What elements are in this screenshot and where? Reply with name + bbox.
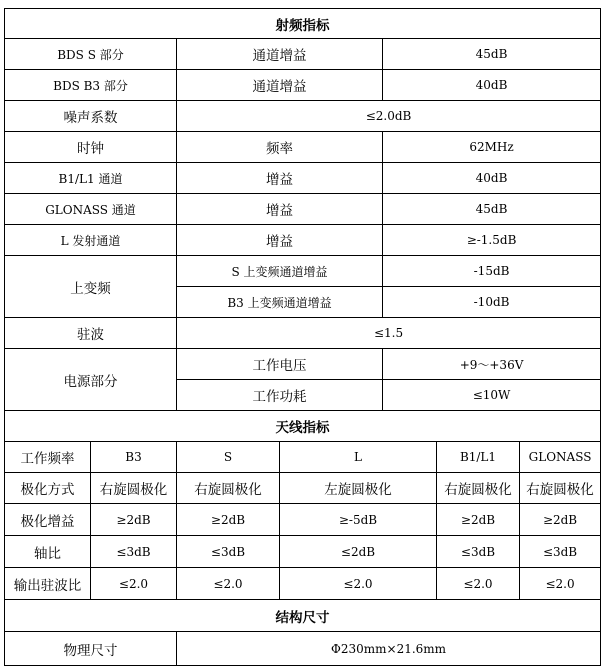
param-value: 40dB	[383, 163, 601, 194]
cell-b3: B3	[91, 442, 177, 473]
cell-b3: ≥2dB	[91, 504, 177, 536]
row-label: 工作频率	[5, 442, 91, 473]
param-value: -15dB	[383, 256, 601, 287]
param-name: 工作电压	[177, 349, 383, 380]
structure-section-title: 结构尺寸	[5, 600, 601, 632]
cell-s: ≤2.0	[177, 568, 280, 600]
cell-glonass: ≤2.0	[520, 568, 601, 600]
table-row	[5, 194, 601, 225]
param-value: +9～+36V	[383, 349, 601, 380]
table-row	[5, 318, 601, 349]
param-value: 62MHz	[383, 132, 601, 163]
row-label: 噪声系数	[5, 101, 177, 132]
table-row	[5, 256, 601, 287]
row-label: BDS B3 部分	[5, 70, 177, 101]
cell-l: ≥-5dB	[280, 504, 437, 536]
param-value: ≤2.0dB	[177, 101, 601, 132]
cell-b3: ≤2.0	[91, 568, 177, 600]
row-label: 极化方式	[5, 473, 91, 504]
param-name: 工作功耗	[177, 380, 383, 411]
cell-b3: 右旋圆极化	[91, 473, 177, 504]
spec-table	[4, 8, 601, 666]
param-value: ≤10W	[383, 380, 601, 411]
param-name: 增益	[177, 225, 383, 256]
cell-glonass: 右旋圆极化	[520, 473, 601, 504]
cell-l: L	[280, 442, 437, 473]
table-row	[5, 536, 601, 568]
param-name: 增益	[177, 194, 383, 225]
param-value: ≥-1.5dB	[383, 225, 601, 256]
param-value: -10dB	[383, 287, 601, 318]
table-row	[5, 568, 601, 600]
cell-l: ≤2dB	[280, 536, 437, 568]
param-name: S 上变频通道增益	[177, 256, 383, 287]
cell-b1l1: B1/L1	[437, 442, 520, 473]
antenna-section-header	[5, 411, 601, 442]
param-value: 40dB	[383, 70, 601, 101]
param-value: ≤1.5	[177, 318, 601, 349]
cell-s: ≤3dB	[177, 536, 280, 568]
table-row	[5, 70, 601, 101]
cell-b1l1: ≤3dB	[437, 536, 520, 568]
table-row	[5, 632, 601, 666]
cell-b1l1: ≤2.0	[437, 568, 520, 600]
row-label: B1/L1 通道	[5, 163, 177, 194]
param-name: 通道增益	[177, 39, 383, 70]
cell-b1l1: 右旋圆极化	[437, 473, 520, 504]
row-label: 驻波	[5, 318, 177, 349]
cell-glonass: GLONASS	[520, 442, 601, 473]
cell-s: ≥2dB	[177, 504, 280, 536]
cell-s: 右旋圆极化	[177, 473, 280, 504]
param-value: 45dB	[383, 194, 601, 225]
row-label: GLONASS 通道	[5, 194, 177, 225]
rf-section-title: 射频指标	[5, 9, 601, 39]
row-label: L 发射通道	[5, 225, 177, 256]
param-value: 45dB	[383, 39, 601, 70]
table-row	[5, 39, 601, 70]
row-label: 物理尺寸	[5, 632, 177, 666]
table-row	[5, 163, 601, 194]
rf-section-header	[5, 9, 601, 39]
cell-glonass: ≥2dB	[520, 504, 601, 536]
table-row	[5, 132, 601, 163]
cell-glonass: ≤3dB	[520, 536, 601, 568]
table-row	[5, 349, 601, 380]
param-name: 通道增益	[177, 70, 383, 101]
table-row	[5, 504, 601, 536]
cell-l: 左旋圆极化	[280, 473, 437, 504]
row-label: 时钟	[5, 132, 177, 163]
cell-b1l1: ≥2dB	[437, 504, 520, 536]
cell-s: S	[177, 442, 280, 473]
param-value: Φ230mm×21.6mm	[177, 632, 601, 666]
row-label: BDS S 部分	[5, 39, 177, 70]
table-row	[5, 442, 601, 473]
structure-section-header	[5, 600, 601, 632]
table-row	[5, 101, 601, 132]
antenna-section-title: 天线指标	[5, 411, 601, 442]
param-name: B3 上变频通道增益	[177, 287, 383, 318]
row-label: 电源部分	[5, 349, 177, 411]
param-name: 增益	[177, 163, 383, 194]
cell-b3: ≤3dB	[91, 536, 177, 568]
row-label: 输出驻波比	[5, 568, 91, 600]
table-row	[5, 473, 601, 504]
row-label: 上变频	[5, 256, 177, 318]
row-label: 轴比	[5, 536, 91, 568]
param-name: 频率	[177, 132, 383, 163]
row-label: 极化增益	[5, 504, 91, 536]
table-row	[5, 225, 601, 256]
cell-l: ≤2.0	[280, 568, 437, 600]
